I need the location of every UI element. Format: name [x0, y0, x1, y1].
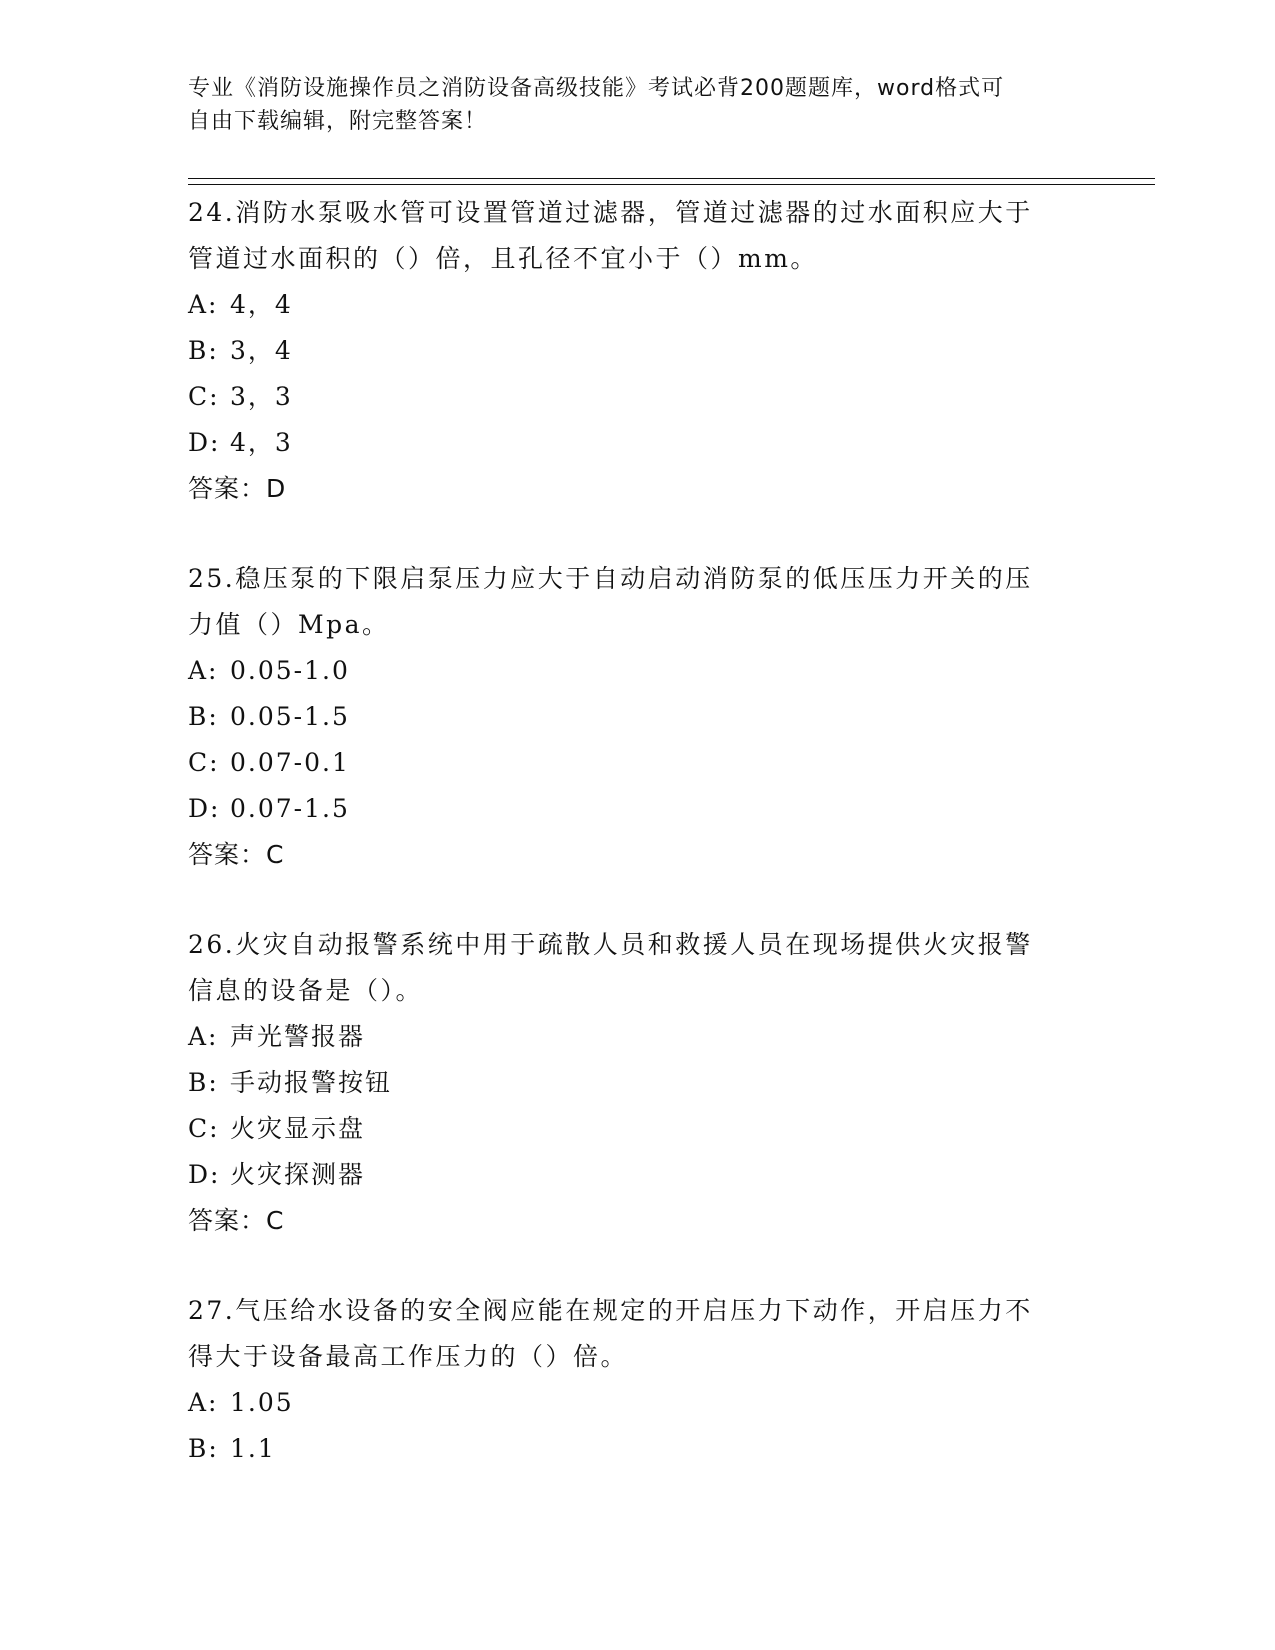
option-value: 0.05-1.5 [230, 702, 350, 731]
option-c [188, 1106, 1078, 1152]
question-text-line-1: 27.气压给水设备的安全阀应能在规定的开启压力下动作，开启压力不 [188, 1296, 1033, 1325]
option-key: C: [188, 1114, 220, 1143]
option-value: 火灾显示盘 [230, 1114, 366, 1143]
option-key: A: [188, 290, 219, 319]
header-line-2: 自由下载编辑，附完整答案！ [188, 109, 488, 134]
answer: 答案：C [188, 840, 285, 869]
option-a [188, 1380, 1078, 1426]
question-25 [188, 556, 1078, 878]
question-text-line-2: 管道过水面积的（）倍，且孔径不宜小于（）mm。 [188, 244, 818, 273]
option-d [188, 786, 1078, 832]
option-value: 3，4 [230, 336, 293, 365]
option-key: B: [188, 1068, 219, 1097]
answer: 答案：D [188, 474, 287, 503]
header-line-1: 专业《消防设施操作员之消防设备高级技能》考试必背200题题库，word格式可 [188, 76, 1005, 101]
option-key: C: [188, 748, 220, 777]
option-c [188, 740, 1078, 786]
question-text-line-2: 信息的设备是（）。 [188, 976, 424, 1005]
question-text-line-1: 24.消防水泵吸水管可设置管道过滤器，管道过滤器的过水面积应大于 [188, 198, 1033, 227]
question-26 [188, 922, 1078, 1244]
option-key: D: [188, 1160, 221, 1189]
answer: 答案：C [188, 1206, 285, 1235]
option-d [188, 1152, 1078, 1198]
option-key: B: [188, 336, 219, 365]
header-rule-bottom [188, 184, 1155, 185]
option-value: 声光警报器 [230, 1022, 366, 1051]
option-value: 火灾探测器 [230, 1160, 366, 1189]
option-value: 0.07-0.1 [230, 748, 350, 777]
option-c [188, 374, 1078, 420]
question-24 [188, 190, 1078, 512]
option-value: 手动报警按钮 [230, 1068, 393, 1097]
option-key: D: [188, 794, 221, 823]
option-b [188, 694, 1078, 740]
header-rule-top [188, 178, 1155, 179]
option-key: A: [188, 1388, 219, 1417]
question-27 [188, 1288, 1078, 1472]
option-b [188, 1060, 1078, 1106]
option-b [188, 328, 1078, 374]
option-a [188, 1014, 1078, 1060]
question-list [188, 190, 1078, 1472]
document-header [188, 72, 1088, 138]
question-text-line-2: 力值（）Mpa。 [188, 610, 390, 639]
option-d [188, 420, 1078, 466]
question-text-line-1: 25.稳压泵的下限启泵压力应大于自动启动消防泵的低压压力开关的压 [188, 564, 1033, 593]
question-text-line-1: 26.火灾自动报警系统中用于疏散人员和救援人员在现场提供火灾报警 [188, 930, 1033, 959]
option-value: 1.1 [230, 1434, 276, 1463]
option-key: A: [188, 656, 219, 685]
option-value: 4，4 [230, 290, 293, 319]
option-b [188, 1426, 1078, 1472]
option-key: A: [188, 1022, 219, 1051]
option-a [188, 648, 1078, 694]
option-value: 4，3 [230, 428, 293, 457]
option-value: 3，3 [230, 382, 293, 411]
option-a [188, 282, 1078, 328]
option-value: 1.05 [230, 1388, 294, 1417]
option-value: 0.07-1.5 [230, 794, 350, 823]
question-text-line-2: 得大于设备最高工作压力的（）倍。 [188, 1342, 629, 1371]
option-key: C: [188, 382, 220, 411]
option-key: D: [188, 428, 221, 457]
option-key: B: [188, 1434, 219, 1463]
option-value: 0.05-1.0 [230, 656, 350, 685]
option-key: B: [188, 702, 219, 731]
